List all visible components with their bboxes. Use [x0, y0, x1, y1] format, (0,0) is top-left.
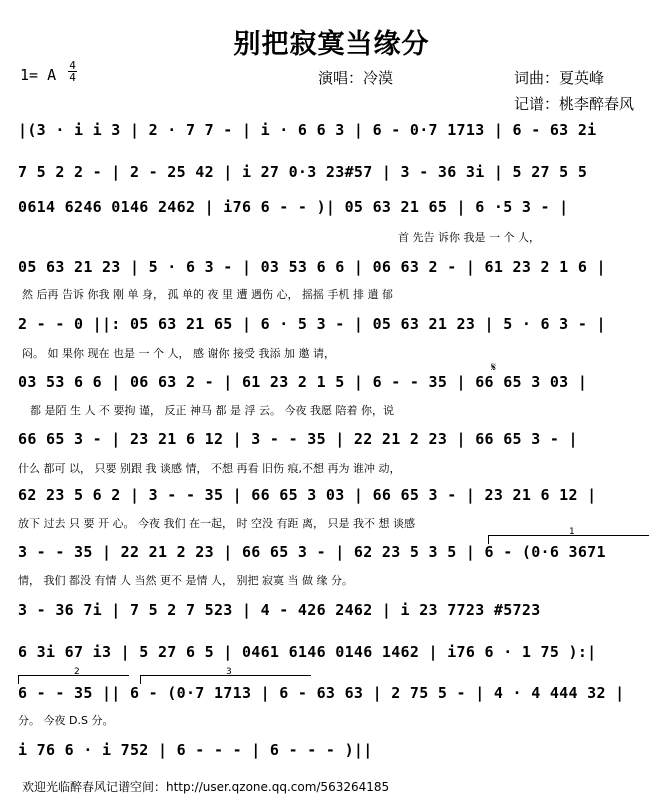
volta-3-label: 3: [226, 667, 232, 677]
notation-line-4: 05 63 21 23 | 5 · 6 3 - | 03 53 6 6 | 06 63 2 - | 61 23 2 1 6 |: [18, 258, 606, 276]
key-signature: 1= A: [20, 66, 57, 84]
segno-sign: 𝄋: [491, 360, 497, 374]
notation-line-10: 3 - 36 7i | 7 5 2 7 523 | 4 - 426 2462 | i 23 7723 #5723: [18, 601, 541, 619]
notation-line-6: 03 53 6 6 | 06 63 2 - | 61 23 2 1 5 | 6 - - 35 | 66 65 3 03 |: [18, 373, 588, 391]
time-signature-bottom: 4: [69, 71, 76, 84]
time-signature: [68, 60, 77, 83]
notation-line-8: 62 23 5 6 2 | 3 - - 35 | 66 65 3 03 | 66 65 3 - | 23 21 6 12 |: [18, 486, 597, 504]
singer-credit: 演唱：冷漠: [318, 69, 394, 87]
notation-line-7: 66 65 3 - | 23 21 6 12 | 3 - - 35 | 22 21 2 23 | 66 65 3 - |: [18, 430, 578, 448]
lyric-line-8: 放下 过去 只 要 开 心。 今夜 我们 在一起， 时 空没 有距 离， 只是 我不 想 谈感: [18, 517, 415, 530]
volta-3: [140, 667, 311, 684]
notation-line-12: 6 - - 35 || 6 - (0·7 1713 | 6 - 63 63 | 2 75 5 - | 4 · 4 444 32 |: [18, 684, 625, 702]
notation-line-2: 7 5 2 2 - | 2 - 25 42 | i 27 0·3 23#57 | 3 - 36 3i | 5 27 5 5: [18, 163, 588, 181]
song-title: 别把寂寞当缘分: [233, 29, 430, 60]
transcriber-credit: 记谱：桃李醉春风: [514, 95, 635, 113]
lyric-line-3: 首 先告 诉你 我是 一 个 人，: [398, 231, 540, 244]
lyric-line-9: 情， 我们 都没 有情 人 当然 更不 是情 人， 别把 寂寞 当 做 缘 分。: [18, 574, 353, 587]
notation-line-5: 2 - - 0 ||: 05 63 21 65 | 6 · 5 3 - | 05 63 21 23 | 5 · 6 3 - |: [18, 315, 606, 333]
lyric-line-12: 分。 今夜 D.S 分。: [18, 714, 114, 727]
lyric-line-7: 什么 都可 以， 只要 别跟 我 谈感 情， 不想 再看 旧伤 痕,不想 再为 谁冲 动，: [18, 462, 401, 475]
notation-line-9: 3 - - 35 | 22 21 2 23 | 66 65 3 - | 62 23 5 3 5 | 6 - (0·6 3671: [18, 543, 606, 561]
notation-line-3: 0614 6246 0146 2462 | i76 6 - - )| 05 63 21 65 | 6 ·5 3 - |: [18, 198, 569, 216]
volta-1-label: 1: [569, 527, 575, 537]
time-signature-top: 4: [69, 59, 76, 72]
lyric-line-4: 然 后再 告诉 你我 刚 单 身， 孤 单的 夜 里 遭 遇伤 心， 摇摇 手机 排 遣 郁: [22, 288, 393, 301]
volta-2: [18, 667, 129, 684]
lyric-line-5: 闷。 如 果你 现在 也是 一 个 人， 感 谢你 接受 我添 加 邀 请，: [22, 347, 335, 360]
lyric-line-6: 都 是陌 生 人 不 要拘 谨， 反正 神马 都 是 浮 云。 今夜 我愿 陪着 你，说: [30, 404, 394, 417]
notation-line-1: |(3 · i i 3 | 2 · 7 7 - | i · 6 6 3 | 6 - 0·7 1713 | 6 - 63 2i: [18, 121, 597, 139]
volta-2-label: 2: [74, 667, 80, 677]
notation-line-13: i 76 6 · i 752 | 6 - - - | 6 - - - )||: [18, 741, 373, 759]
footer-note: 欢迎光临醉春风记谱空间：http://user.qzone.qq.com/563264185: [22, 780, 390, 794]
lyricist-composer-credit: 词曲：夏英峰: [514, 69, 605, 87]
notation-line-11: 6 3i 67 i3 | 5 27 6 5 | 0461 6146 0146 1462 | i76 6 · 1 75 ):|: [18, 643, 597, 661]
